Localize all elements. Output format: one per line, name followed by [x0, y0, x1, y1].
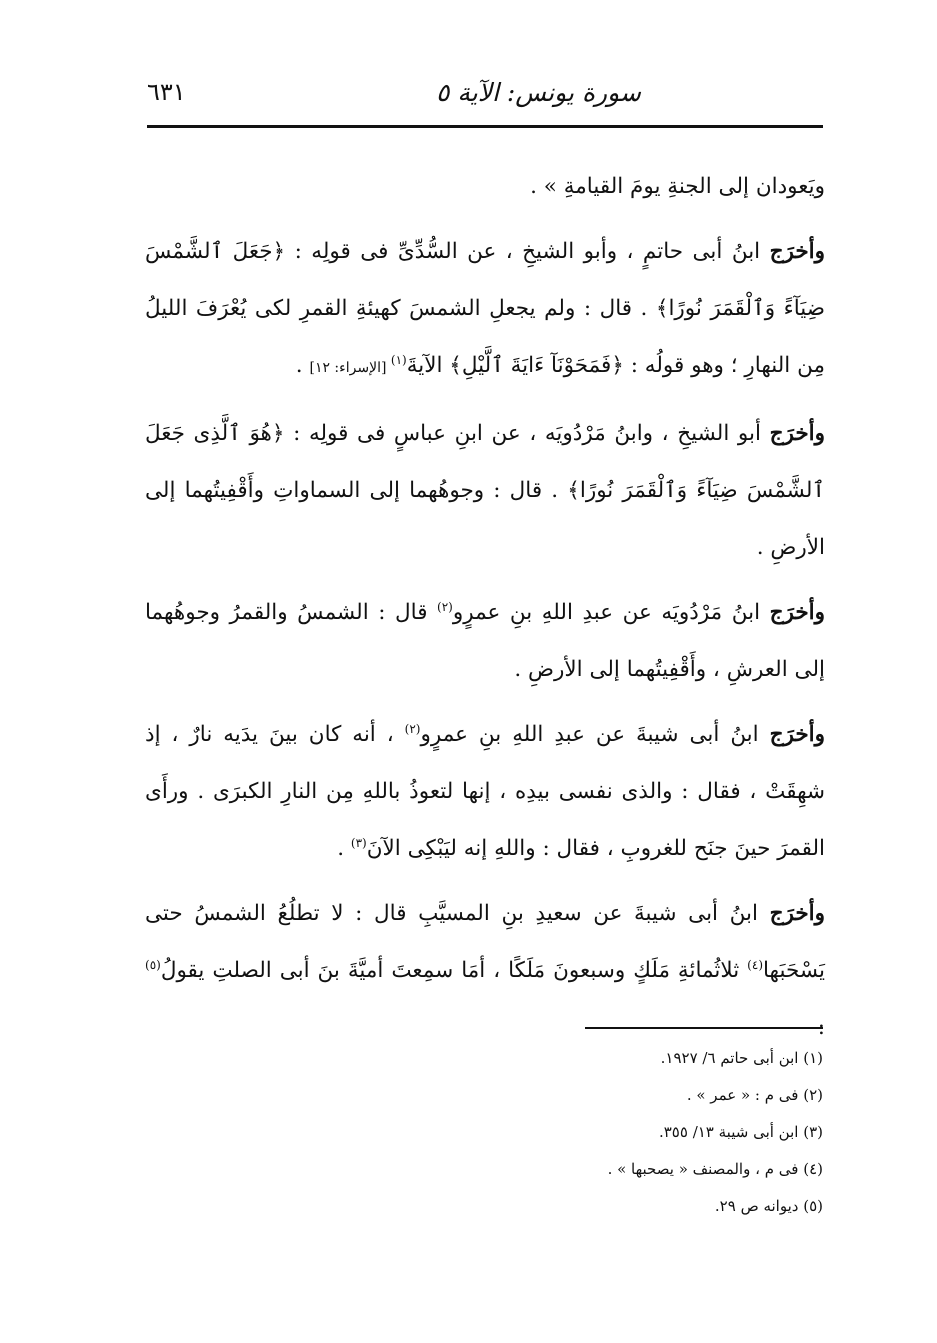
paragraph-text: ، أنه كان بينَ يدَيه نارٌ ، إذ شهِقَتْ ، فقال : والذى نفسى بيدِه ، إنها لتعوذُ باللهِ مِن النارِ الكبرَى . ورأَى القمرَ حينَ جنَح للغروبِ ، فقال : واللهِ إنه ليَبْكِى الآنَ: [145, 722, 825, 861]
paragraph-text: ابنُ أبى شيبةَ عن عبدِ اللهِ بنِ عمرٍو: [420, 722, 770, 747]
footnote-3: (٣) ابن أبى شيبة ١٣/ ٣٥٥.: [658, 1123, 823, 1141]
paragraph-2: [145, 405, 825, 576]
paragraph-text: ثلاثُمائةِ مَلَكٍ وسبعونَ مَلَكًا ، أمَا سمِعتَ أميَّةَ بنَ أبى الصلتِ يقولُ: [160, 958, 748, 983]
paragraph-text: .: [337, 836, 351, 861]
footnote-4: (٤) فى م ، والمصنف « يصحبها » .: [607, 1160, 823, 1178]
lead-word: وأخرَج: [769, 901, 825, 926]
footnote-ref: (٢): [437, 599, 453, 614]
body-text: [145, 158, 825, 1064]
footnote-ref: (١): [390, 352, 407, 367]
lead-word: وأخرَج: [769, 421, 825, 446]
paragraph-text: قال : الشمسُ والقمرُ وجوهُهما إلى العرشِ ، وأَقْفِيتُهما إلى الأرضِ .: [145, 600, 825, 682]
lead-word: وأخرَج: [769, 600, 825, 625]
paragraph-text: :: [817, 1015, 825, 1040]
footnote-1: (١) ابن أبى حاتم ٦/ ١٩٢٧.: [660, 1049, 823, 1067]
footnote-5: (٥) ديوانه ص ٢٩.: [714, 1197, 823, 1215]
paragraph-5: [145, 885, 825, 1056]
footnote-ref: (٣): [350, 835, 367, 850]
page-number: ٦٣١: [147, 78, 186, 106]
lead-word: وأخرَج: [769, 239, 825, 264]
paragraph-text: .: [295, 353, 310, 378]
running-title: سورة يونس: الآية ٥: [435, 78, 641, 107]
header-rule: [147, 125, 823, 128]
quran-citation: [الإسراء: ١٢]: [309, 360, 391, 376]
paragraph-text: أبو الشيخِ ، وابنُ مَرْدُويَه ، عن ابنِ عباسٍ فى قولِه : ﴿هُوَ ٱلَّذِى جَعَلَ ٱلشَّمْسَ ضِيَآءً وَٱلْقَمَرَ نُورًا﴾ . قال : وجوهُهما إلى السماواتِ وأَقْفِيتُهما إلى الأرضِ .: [145, 421, 825, 560]
page-header: [147, 72, 823, 122]
footnote-2: (٢) فى م : « عمر » .: [686, 1086, 823, 1104]
paragraph-3: [145, 584, 825, 698]
paragraph-text: ابنُ أبى شيبةَ عن سعيدِ بنِ المسيَّبِ قال : لا تطلُعُ الشمسُ حتى يَسْحَبَها: [145, 901, 825, 983]
paragraph-4: [145, 706, 825, 877]
paragraph-0: [145, 158, 825, 215]
footnote-ref: (٤): [747, 957, 763, 972]
lead-word: وأخرَج: [769, 722, 825, 747]
footnote-rule: [585, 1027, 823, 1029]
paragraph-text: ويَعودان إلى الجنةِ يومَ القيامةِ » .: [530, 174, 825, 199]
footnotes: [400, 1040, 823, 1225]
footnote-ref: (٢): [404, 721, 421, 736]
footnote-ref: (٥): [145, 957, 161, 972]
paragraph-1: [145, 223, 825, 397]
paragraph-text: ابنُ أبى حاتمٍ ، وأبو الشيخِ ، عن السُّدِّىِّ فى قولِه : ﴿جَعَلَ ٱلشَّمْسَ ضِيَآءً وَٱلْقَمَرَ نُورًا﴾ . قال : ولم يجعلِ الشمسَ كهيئةِ القمرِ لكى يُعْرَفَ الليلُ مِن النهارِ ؛ وهو قولُه : ﴿فَمَحَوْنَآ ءَايَةَ ٱلَّيْلِ﴾ الآيةَ: [145, 239, 825, 378]
paragraph-text: ابنُ مَرْدُويَه عن عبدِ اللهِ بنِ عمرٍو: [452, 600, 770, 625]
